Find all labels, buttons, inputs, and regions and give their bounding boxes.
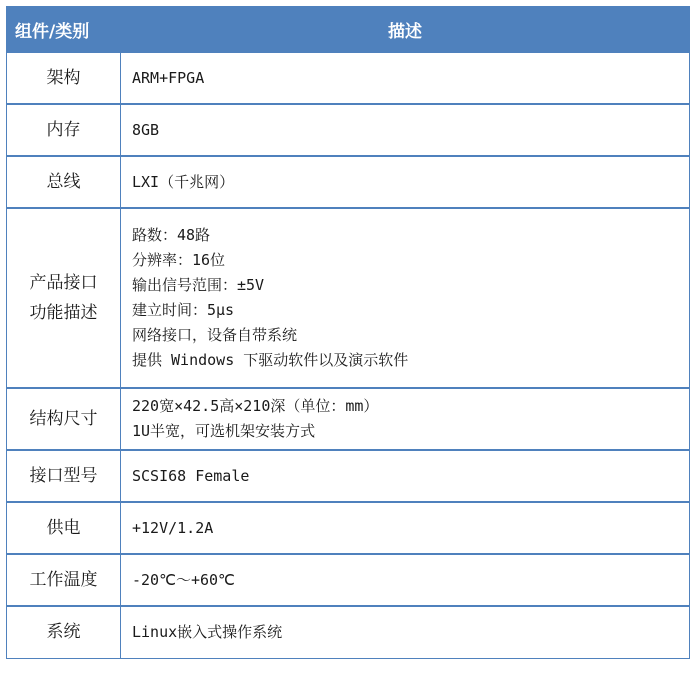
row-label	[7, 502, 121, 554]
desc-line: 提供 Windows 下驱动软件以及演示软件	[132, 351, 409, 369]
row-desc	[121, 606, 690, 658]
row-label	[7, 52, 121, 104]
label-line: 工作温度	[29, 570, 98, 590]
desc-line: LXI（千兆网）	[132, 172, 235, 191]
table-row-dimensions	[7, 388, 690, 450]
desc-line: Linux嵌入式操作系统	[132, 622, 283, 641]
row-label	[7, 388, 121, 450]
row-desc	[121, 450, 690, 502]
row-desc	[121, 52, 690, 104]
desc-line: 分辨率：16位	[132, 251, 226, 269]
row-label	[7, 104, 121, 156]
label-line: 接口型号	[29, 466, 98, 486]
row-desc	[121, 502, 690, 554]
label-line: 内存	[46, 120, 81, 140]
desc-line: ARM+FPGA	[132, 68, 205, 87]
row-label	[7, 450, 121, 502]
row-label	[7, 606, 121, 658]
desc-line: 220宽×42.5高×210深（单位：mm）	[132, 397, 379, 415]
row-desc	[121, 156, 690, 208]
spec-table	[6, 6, 690, 659]
label-line: 功能描述	[29, 303, 98, 323]
table-row-temperature	[7, 554, 690, 606]
label-line: 供电	[46, 518, 81, 538]
label-line: 产品接口	[29, 273, 98, 293]
row-label	[7, 156, 121, 208]
label-line: 系统	[46, 622, 81, 643]
table-row-system	[7, 606, 690, 658]
label-line: 架构	[46, 68, 81, 88]
header-description: 描述	[121, 7, 690, 53]
desc-line: 输出信号范围：±5V	[132, 276, 265, 294]
desc-line: 建立时间：5μs	[132, 301, 235, 319]
desc-line: 8GB	[132, 120, 160, 139]
desc-line: 1U半宽，可选机架安装方式	[132, 422, 316, 440]
desc-line: +12V/1.2A	[132, 518, 214, 537]
label-line: 总线	[46, 172, 81, 192]
row-desc	[121, 208, 690, 388]
row-desc	[121, 388, 690, 450]
desc-line: 路数：48路	[132, 226, 211, 244]
table-header-row	[7, 7, 690, 53]
row-desc	[121, 554, 690, 606]
desc-line: SCSI68 Female	[132, 466, 250, 485]
table-row-bus	[7, 156, 690, 208]
label-line: 结构尺寸	[29, 409, 98, 429]
desc-line: -20℃～+60℃	[132, 570, 235, 589]
row-label	[7, 208, 121, 388]
table-row-power	[7, 502, 690, 554]
table-row-memory	[7, 104, 690, 156]
desc-line: 网络接口，设备自带系统	[132, 326, 298, 344]
table-row-architecture	[7, 52, 690, 104]
row-label	[7, 554, 121, 606]
table-row-function	[7, 208, 690, 388]
row-desc	[121, 104, 690, 156]
table-row-connector	[7, 450, 690, 502]
header-category: 组件/类别	[7, 7, 121, 53]
